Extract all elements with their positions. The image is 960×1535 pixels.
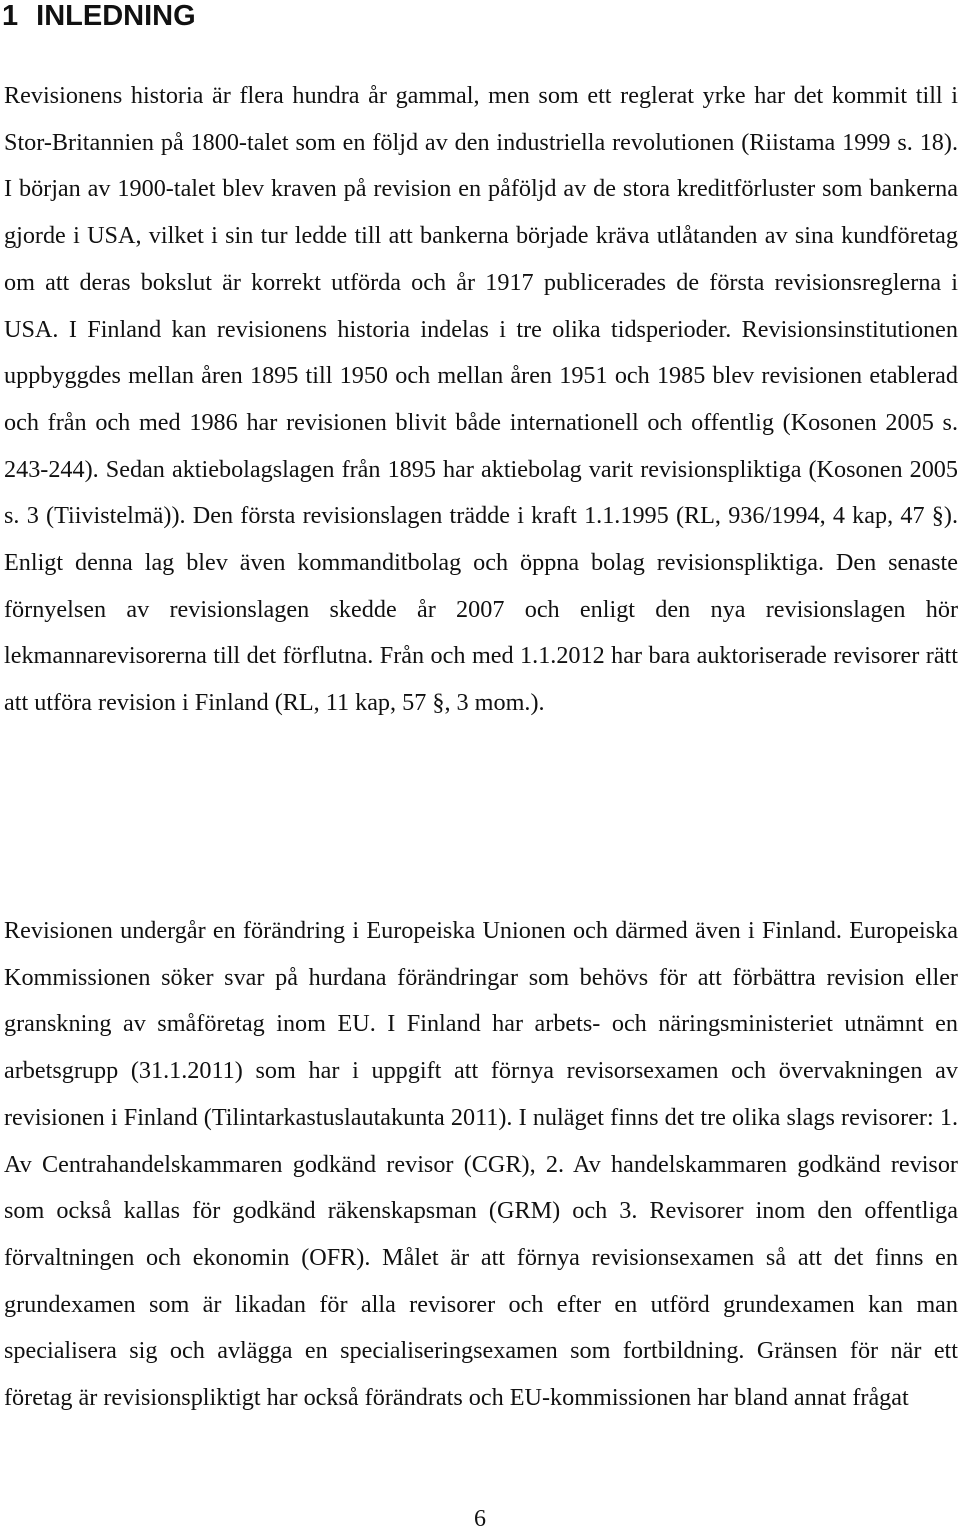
section-heading bbox=[2, 0, 196, 34]
body-paragraph-1: Revisionens historia är flera hundra år gammal, men som ett reglerat yrke har det kommit till i Stor-Britannien på 1800-talet som en följd av den industriella revolutionen (Riistama 1999 s. 18). I början av 1900-talet blev kraven på revision en påföljd av de stora kreditförluster som bankerna gjorde i USA, vilket i sin tur ledde till att bankerna började kräva utlåtanden av sina kundföretag om att deras bokslut är korrekt utförda och år 1917 publicerades de första revisionsreglerna i USA. I Finland kan revisionens historia indelas i tre olika tidsperioder. Revisionsinstitutionen uppbyggdes mellan åren 1895 till 1950 och mellan åren 1951 och 1985 blev revisionen etablerad och från och med 1986 har revisionen blivit både internationell och offentlig (Kosonen 2005 s. 243-244). Sedan aktiebolagslagen från 1895 har aktiebolag varit revisionspliktiga (Kosonen 2005 s. 3 (Tiivistelmä)). Den första revisionslagen trädde i kraft 1.1.1995 (RL, 936/1994, 4 kap, 47 §). Enligt denna lag blev även kommanditbolag och öppna bolag revisionspliktiga. Den senaste förnyelsen av revisionslagen skedde år 2007 och enligt den nya revisionslagen hör lekmannarevisorerna till det förflutna. Från och med 1.1.2012 har bara auktoriserade revisorer rätt att utföra revision i Finland (RL, 11 kap, 57 §, 3 mom.). bbox=[4, 82, 958, 717]
page-number: 6 bbox=[474, 1506, 486, 1532]
section-title: INLEDNING bbox=[36, 0, 196, 32]
body-paragraph-2: Revisionen undergår en förändring i Europeiska Unionen och därmed även i Finland. Europeiska Kommissionen söker svar på hurdana förändringar som behövs för att förbättra revision eller granskning av småföretag inom EU. I Finland har arbets- och näringsministeriet utnämnt en arbetsgrupp (31.1.2011) som har i uppgift att förnya revisorsexamen och övervakningen av revisionen i Finland (Tilintarkastuslautakunta 2011). I nuläget finns det tre olika slags revisorer: 1. Av Centrahandelskammaren godkänd revisor (CGR), 2. Av handelskammaren godkänd revisor som också kallas för godkänd räkenskapsman (GRM) och 3. Revisorer inom den offentliga förvaltningen och ekonomin (OFR). Målet är att förnya revisionsexamen så att det finns en grundexamen som är likadan för alla revisorer och efter en utförd grundexamen kan man specialisera sig och avlägga en specialiseringsexamen som fortbildning. Gränsen för när ett företag är revisionspliktigt har också förändrats och EU-kommissionen har bland annat frågat bbox=[4, 917, 958, 1412]
section-number: 1 bbox=[2, 0, 19, 32]
